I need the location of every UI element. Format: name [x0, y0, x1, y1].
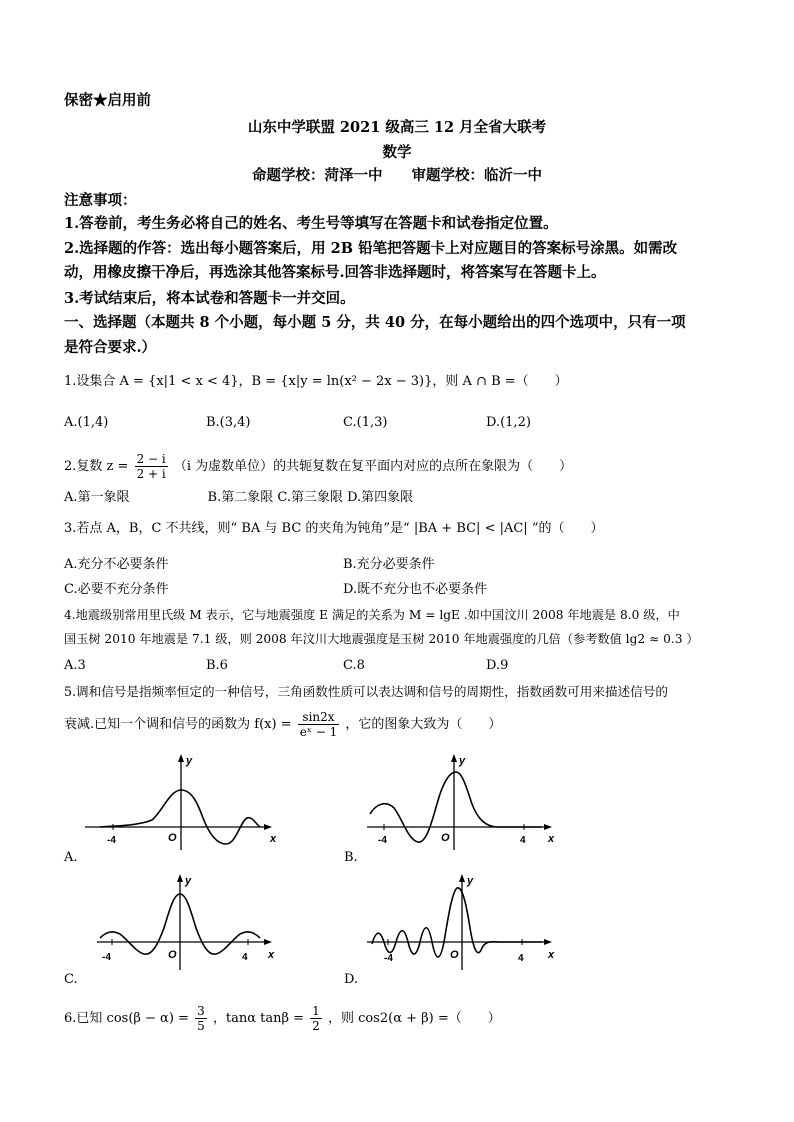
- question-6-denominator-2: 2: [312, 1019, 320, 1033]
- graph-d-letter: D.: [344, 972, 359, 987]
- question-6-suffix: ，则 cos2(α + β) =（ ）: [327, 1011, 501, 1026]
- question-3-stem: 3.若点 A，B，C 不共线，则“ BA 与 BC 的夹角为钝角”是“ |BA + BC| < |AC| ”的（ ）: [64, 521, 604, 536]
- question-4-option-a: A.3: [64, 658, 86, 673]
- question-4-option-b: B.6: [206, 658, 228, 673]
- question-2-denominator: 2 + i: [136, 467, 166, 481]
- note-1: 1.答卷前，考生务必将自己的姓名、考生号等填写在答题卡和试卷指定位置。: [64, 215, 558, 232]
- question-5-fraction: [298, 710, 340, 739]
- question-3-option-d: D.既不充分也不必要条件: [343, 582, 488, 597]
- question-2-stem: [64, 452, 572, 481]
- graph-d-x-label: x: [548, 949, 555, 961]
- question-2-options: A.第一象限 B.第二象限 C.第三象限 D.第四象限: [64, 490, 414, 505]
- question-1-option-a: A.(1,4): [64, 415, 109, 430]
- graph-b-letter: B.: [344, 850, 358, 865]
- question-6-middle: ，tanα tanβ =: [212, 1011, 305, 1026]
- question-4-line-1: 4.地震级别常用里氏级 M 表示，它与地震强度 E 满足的关系为 M = lgE .如中国汶川 2008 年地震是 8.0 级，中: [64, 608, 680, 622]
- question-1-stem: 1.设集合 A = {x|1 < x < 4}，B = {x|y = ln(x² − 2x − 3)}，则 A ∩ B =（ ）: [64, 374, 568, 389]
- section-heading-line-1: 一、选择题（本题共 8 个小题，每小题 5 分，共 40 分，在每小题给出的四个选项中，只有一项: [64, 314, 686, 331]
- note-3: 3.考试结束后，将本试卷和答题卡一并交回。: [64, 290, 355, 307]
- question-2-fraction: [135, 452, 168, 481]
- question-1-option-c: C.(1,3): [343, 415, 388, 430]
- graph-a-origin: O: [168, 832, 177, 844]
- question-6-stem: [64, 1004, 501, 1033]
- graph-a-y-label: y: [186, 755, 193, 767]
- question-5-numerator: sin2x: [298, 710, 340, 725]
- subject-title: 数学: [382, 144, 412, 161]
- question-4-option-c: C.8: [343, 658, 365, 673]
- question-5-denominator: eˣ − 1: [299, 725, 338, 739]
- question-6-denominator-1: 5: [197, 1019, 205, 1033]
- graph-b-y-label: y: [459, 755, 466, 767]
- graph-a-x-label: x: [270, 833, 277, 845]
- confidential-label: 保密★启用前: [64, 92, 151, 109]
- question-5-suffix: ，它的图象大致为（ ）: [345, 717, 502, 732]
- question-2-prefix: 2.复数 z =: [64, 459, 129, 474]
- question-1-option-b: B.(3,4): [206, 415, 251, 430]
- question-1-option-d: D.(1,2): [486, 415, 531, 430]
- graph-b-neg4: -4: [378, 835, 387, 846]
- graph-c-origin: O: [168, 949, 177, 961]
- question-6-fraction-1: [195, 1004, 207, 1033]
- graph-c-x-label: x: [268, 949, 275, 961]
- graph-a-neg4: -4: [107, 835, 116, 846]
- graph-b-origin: O: [441, 832, 450, 844]
- graph-d-neg4: -4: [384, 953, 393, 964]
- note-2-line-2: 动，用橡皮擦干净后，再选涂其他答案标号.回答非选择题时，将答案写在答题卡上。: [64, 264, 606, 281]
- question-3-option-c: C.必要不充分条件: [64, 582, 169, 597]
- graph-a-letter: A.: [64, 850, 78, 865]
- question-5-prefix: 衰减.已知一个调和信号的函数为 f(x) =: [64, 717, 292, 732]
- graph-b-x-label: x: [548, 833, 555, 845]
- schools-line: 命题学校：菏泽一中 审题学校：临沂一中: [252, 167, 542, 184]
- note-2-line-1: 2.选择题的作答：选出每小题答案后，用 2B 铅笔把答题卡上对应题目的答案标号涂黑。如需改: [64, 240, 678, 257]
- question-6-prefix: 6.已知 cos(β − α) =: [64, 1011, 189, 1026]
- question-6-numerator-2: 1: [312, 1004, 320, 1018]
- graph-d-origin: O: [450, 949, 459, 961]
- graph-c-y-label: y: [185, 875, 192, 887]
- question-2-numerator: 2 − i: [136, 452, 166, 466]
- graph-d-pos4: 4: [518, 953, 524, 964]
- question-6-fraction-2: [310, 1004, 322, 1033]
- question-4-line-2: 国玉树 2010 年地震是 7.1 级，则 2008 年汶川大地震强度是玉树 2010 年地震强度的几倍（参考数值 lg2 ≈ 0.3 ）: [64, 632, 699, 646]
- graph-d-y-label: y: [467, 875, 474, 887]
- question-5-line-1: 5.调和信号是指频率恒定的一种信号，三角函数性质可以表达调和信号的周期性，指数函数可用来描述信号的: [64, 684, 668, 699]
- question-6-numerator-1: 3: [197, 1004, 205, 1018]
- graph-c-neg4: -4: [102, 952, 111, 963]
- question-4-option-d: D.9: [486, 658, 509, 673]
- question-2-suffix: （i 为虚数单位）的共轭复数在复平面内对应的点所在象限为（ ）: [173, 459, 573, 474]
- graph-a: [80, 752, 280, 852]
- question-3-option-a: A.充分不必要条件: [64, 557, 169, 572]
- graph-b: [362, 752, 562, 852]
- question-5-line-2: [64, 710, 501, 739]
- question-3-option-b: B.充分必要条件: [343, 557, 435, 572]
- graph-c: [92, 872, 282, 972]
- graph-c-pos4: 4: [242, 952, 248, 963]
- graph-d: [362, 872, 562, 972]
- exam-title: 山东中学联盟 2021 级高三 12 月全省大联考: [247, 119, 547, 136]
- notes-title: 注意事项：: [64, 192, 137, 209]
- section-heading-line-2: 是符合要求.）: [64, 339, 157, 356]
- graph-b-pos4: 4: [520, 835, 526, 846]
- graph-c-letter: C.: [64, 972, 78, 987]
